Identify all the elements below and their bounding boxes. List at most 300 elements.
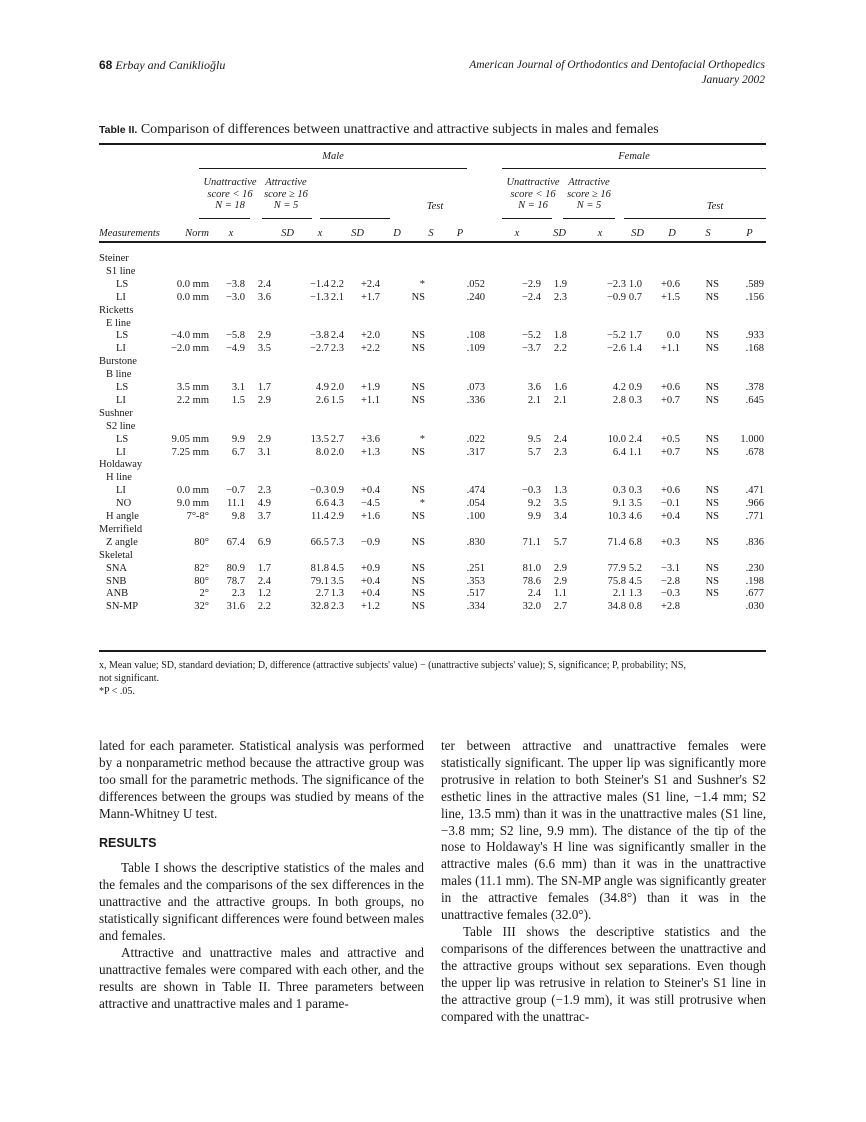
table-cell: −3.7 <box>521 343 541 355</box>
column-header: x <box>228 228 234 239</box>
subgroup-header-line: score < 16 <box>207 188 253 200</box>
table-cell: 6.9 <box>257 536 271 548</box>
row-norm: 3.5 mm <box>176 382 209 393</box>
column-header: P <box>456 228 464 239</box>
table-cell: −3.1 <box>660 562 680 574</box>
table-cell: NS <box>411 394 425 406</box>
female-group-header: Female <box>618 151 650 162</box>
table-cell: 5.7 <box>527 446 541 458</box>
table-cell: +0.6 <box>660 382 680 393</box>
table-cell: .168 <box>745 343 764 355</box>
column-header: SD <box>351 228 364 239</box>
table-cell: 0.9 <box>330 485 344 497</box>
male-test-header: Test <box>426 201 444 212</box>
table-cell: .336 <box>466 394 485 406</box>
table-cell: 81.0 <box>522 562 541 574</box>
table-cell: +0.4 <box>360 485 380 497</box>
table-cell: .678 <box>745 446 764 458</box>
table-cell: 3.6 <box>527 382 541 393</box>
table-cell: +2.4 <box>360 278 380 290</box>
table-cell: .771 <box>745 511 764 522</box>
table-cell: .334 <box>466 601 485 613</box>
table-cell: −2.4 <box>521 291 541 303</box>
table-cell: * <box>419 433 425 445</box>
table-cell: .517 <box>466 588 485 600</box>
table-cell: .966 <box>745 498 764 510</box>
row-measurement-label: SNA <box>106 562 128 574</box>
table-cell: +1.1 <box>660 343 680 355</box>
table-cell: +0.4 <box>660 511 680 522</box>
table-cell: 0.3 <box>628 485 642 497</box>
table-cell: +1.5 <box>660 291 680 303</box>
table-cell: +1.7 <box>360 291 380 303</box>
row-subgroup-label: B line <box>106 369 132 381</box>
table-cell: 2.6 <box>315 394 329 406</box>
table-cell: 1.4 <box>628 343 642 355</box>
table-cell: +2.8 <box>660 601 680 613</box>
column-header: x <box>597 228 603 239</box>
row-group-label: Burstone <box>99 356 137 368</box>
table-cell: .830 <box>466 536 485 548</box>
table-cell: NS <box>705 343 719 355</box>
table-cell: +0.7 <box>660 446 680 458</box>
table-cell: NS <box>705 433 719 445</box>
table-cell: 1.1 <box>553 588 567 600</box>
row-measurement-label: Z angle <box>106 536 138 548</box>
table-cell: .198 <box>745 575 764 587</box>
table-cell: 1.000 <box>740 433 764 445</box>
footnote-definitions: x, Mean value; SD, standard deviation; D, difference (attractive subjects' value) − (unattractive subjects' value); S, significance; P, probability; NS, <box>99 660 686 671</box>
table-cell: 1.7 <box>257 562 271 574</box>
row-measurement-label: LI <box>116 446 126 458</box>
table-cell: 32.0 <box>522 601 541 613</box>
table-cell: 1.5 <box>231 394 245 406</box>
header-right <box>469 58 765 88</box>
table-cell: 32.8 <box>310 601 329 613</box>
table-footnote <box>99 659 767 698</box>
table-cell: NS <box>411 291 425 303</box>
row-norm: −4.0 mm <box>170 330 209 342</box>
column-header: SD <box>631 228 644 239</box>
column-header: S <box>705 228 711 239</box>
table-cell: −0.9 <box>606 291 626 303</box>
table-cell: −3.8 <box>225 278 245 290</box>
table-cell: 3.1 <box>257 446 271 458</box>
table-cell: 67.4 <box>226 536 245 548</box>
paragraph: lated for each parameter. Statistical analysis was performed by a nonparametric method because the attractive group was too small for the parametric methods. The significance of the differences between the groups was studied by means of the Mann-Whitney U test. <box>99 738 424 821</box>
table-cell: +0.3 <box>660 536 680 548</box>
table-cell: NS <box>411 562 425 574</box>
table-cell: 75.8 <box>607 575 626 587</box>
table-cell: −2.9 <box>521 278 541 290</box>
row-group-label: Skeletal <box>99 549 133 561</box>
table-cell: 2.4 <box>330 330 344 342</box>
table-cell: 9.9 <box>527 511 541 522</box>
table-cell: 2.8 <box>612 394 626 406</box>
table-cell: NS <box>705 291 719 303</box>
table-cell: +2.2 <box>360 343 380 355</box>
paragraph: Table I shows the descriptive statistics of the males and the females and the comparisons of the sex differences in the unattractive and the attractive groups. In both groups, no statistically significant differences were found between males and females. <box>99 860 424 944</box>
table-cell: −2.8 <box>660 575 680 587</box>
table-cell: 2.4 <box>257 575 271 587</box>
male-span-rule <box>199 168 467 169</box>
table-cell: +2.0 <box>360 330 380 342</box>
table-cell: 9.2 <box>527 498 541 510</box>
table-cell: NS <box>705 382 719 393</box>
table-cell: 2.7 <box>553 601 567 613</box>
row-norm: 7.25 mm <box>171 446 209 458</box>
subgroup-rule <box>502 218 552 219</box>
subgroup-header-line: N = 5 <box>273 200 299 211</box>
row-measurement-label: LS <box>116 382 129 393</box>
table-cell: −1.4 <box>309 278 329 290</box>
table-cell: 2.1 <box>330 291 344 303</box>
table-cell: 10.0 <box>607 433 626 445</box>
subgroup-header-line: score < 16 <box>510 188 556 200</box>
row-subgroup-label: H line <box>106 472 132 484</box>
table-cell: 2.4 <box>257 278 271 290</box>
table-cell: .022 <box>466 433 485 445</box>
subgroup-header-line: Attractive <box>568 177 610 188</box>
table-cell: −4.9 <box>225 343 245 355</box>
table-cell: 4.3 <box>330 498 344 510</box>
section-heading-results: RESULTS <box>99 835 157 850</box>
table-cell: 13.5 <box>310 433 329 445</box>
table-cell: 1.3 <box>628 588 642 600</box>
table-cell: .073 <box>466 382 485 393</box>
row-subgroup-label: S1 line <box>106 265 136 277</box>
column-header: S <box>428 228 434 239</box>
table-cell: 2.2 <box>257 601 271 613</box>
row-measurement-label: ANB <box>106 588 129 600</box>
table-cell: NS <box>705 511 719 522</box>
row-norm: 0.0 mm <box>176 485 209 497</box>
table-cell: 2.3 <box>257 485 271 497</box>
table-cell: 11.1 <box>227 498 245 510</box>
table-cell: NS <box>705 278 719 290</box>
subgroup-header-line: Unattractive <box>203 177 257 188</box>
table-cell: NS <box>411 511 425 522</box>
table-cell: 2.3 <box>231 588 245 600</box>
table-cell: NS <box>411 382 425 393</box>
row-group-label: Ricketts <box>99 304 134 316</box>
table-cell: 2.2 <box>330 278 344 290</box>
table-title: Comparison of differences between unattractive and attractive subjects in males and females <box>140 122 659 137</box>
table-caption <box>99 122 659 138</box>
paragraph: Attractive and unattractive males and attractive and unattractive females were compared with each other, and the results are shown in Table II. Three parameters between attractive and unattractive males and 1 parame- <box>99 944 424 1011</box>
table-cell: −2.3 <box>606 278 626 290</box>
table-cell: 2.9 <box>257 394 271 406</box>
table-cell: NS <box>411 446 425 458</box>
column-header-rule <box>99 241 766 243</box>
subgroup-rule <box>320 218 390 219</box>
subgroup-rule <box>624 218 766 219</box>
table-cell: 1.5 <box>330 394 344 406</box>
footnote-significance: *P < .05. <box>99 686 135 697</box>
table-top-rule <box>99 143 766 145</box>
table-cell: +3.6 <box>360 433 380 445</box>
table-cell: 1.6 <box>553 382 567 393</box>
issue-date: January 2002 <box>701 74 765 86</box>
table-cell: .645 <box>745 394 764 406</box>
journal-name: American Journal of Orthodontics and Dentofacial Orthopedics <box>469 59 765 71</box>
row-norm: 82° <box>194 562 209 574</box>
row-measurement-label: H angle <box>106 511 139 522</box>
table-cell: 0.3 <box>628 394 642 406</box>
table-cell: 0.0 <box>666 330 680 342</box>
table-cell: 0.7 <box>628 291 642 303</box>
table-cell: 4.9 <box>257 498 271 510</box>
table-cell: 2.0 <box>330 382 344 393</box>
table-cell: .589 <box>745 278 764 290</box>
table-cell: .933 <box>745 330 764 342</box>
table-cell: 2.1 <box>527 394 541 406</box>
table-cell: .317 <box>466 446 485 458</box>
table-cell: 5.7 <box>553 536 567 548</box>
table-cell: 81.8 <box>310 562 329 574</box>
table-cell: 1.7 <box>257 382 271 393</box>
body-column-right <box>441 738 766 1025</box>
table-cell: 0.9 <box>628 382 642 393</box>
subgroup-header-line: N = 18 <box>215 200 245 211</box>
subgroup-rule <box>199 218 250 219</box>
table-cell: −2.7 <box>309 343 329 355</box>
table-cell: 9.8 <box>231 511 245 522</box>
table-cell: −5.2 <box>521 330 541 342</box>
table-cell: −5.2 <box>606 330 626 342</box>
table-cell: NS <box>411 485 425 497</box>
table-cell: 79.1 <box>310 575 329 587</box>
table-cell: 34.8 <box>607 601 626 613</box>
table-cell: 1.3 <box>330 588 344 600</box>
table-cell: NS <box>705 330 719 342</box>
table-cell: −3.0 <box>225 291 245 303</box>
table-cell: 3.6 <box>257 291 271 303</box>
column-header: D <box>668 228 676 239</box>
table-cell: NS <box>705 588 719 600</box>
table-cell: −0.1 <box>660 498 680 510</box>
row-norm: 2° <box>199 588 209 600</box>
table-cell: −1.3 <box>309 291 329 303</box>
table-cell: 77.9 <box>607 562 626 574</box>
table-cell: 2.1 <box>612 588 626 600</box>
table-cell: +1.2 <box>360 601 380 613</box>
table-cell: 9.5 <box>527 433 541 445</box>
table-cell: 2.4 <box>628 433 642 445</box>
row-measurement-label: SN-MP <box>106 601 139 613</box>
table-cell: 5.2 <box>628 562 642 574</box>
subgroup-header-line: score ≥ 16 <box>264 188 308 200</box>
table-cell: NS <box>705 562 719 574</box>
table-cell: .836 <box>745 536 764 548</box>
table-cell: 1.3 <box>553 485 567 497</box>
table-cell: 2.9 <box>257 433 271 445</box>
row-group-label: Holdaway <box>99 459 143 471</box>
table-cell: NS <box>705 498 719 510</box>
table-cell: −0.7 <box>225 485 245 497</box>
row-measurement-label: SNB <box>106 575 127 587</box>
table-cell: NS <box>411 588 425 600</box>
row-group-label: Steiner <box>99 253 129 264</box>
table-cell: 4.5 <box>628 575 642 587</box>
paragraph: ter between attractive and unattractive females were statistically significant. The upper lip was significantly more protrusive in relation to both Steiner's S1 and Sushner's S2 esthetic lines in the attractive males (S1 line, −1.4 mm; S2 line, 13.5 mm) than it was in the unattractive males (S1 line, −3.8 mm; S2 line, 9.9 mm). The distance of the tip of the nose to Holdaway's H line was significantly smaller in the attractive males (6.6 mm) than it was in the unattractive males (11.1 mm). The SN-MP angle was significantly greater in the attractive females (34.8°) than it was in the unattractive females (32.0°). <box>441 738 766 923</box>
table-cell: +1.9 <box>360 382 380 393</box>
table-cell: .677 <box>745 588 764 600</box>
table-cell: 2.3 <box>553 291 567 303</box>
table-cell: 2.9 <box>553 562 567 574</box>
table-cell: 3.5 <box>553 498 567 510</box>
row-norm: 0.0 mm <box>176 291 209 303</box>
table-cell: 3.5 <box>257 343 271 355</box>
table-cell: 3.5 <box>330 575 344 587</box>
column-header: D <box>393 228 401 239</box>
table-bottom-rule <box>99 650 766 652</box>
table-cell: 2.7 <box>330 433 344 445</box>
table-cell: NS <box>411 601 425 613</box>
table-cell: +0.7 <box>660 394 680 406</box>
table-cell: 2.9 <box>257 330 271 342</box>
row-group-label: Merrifield <box>99 523 143 535</box>
subgroup-rule <box>563 218 615 219</box>
table-cell: +1.6 <box>360 511 380 522</box>
row-norm: 0.0 mm <box>176 278 209 290</box>
table-cell: .109 <box>466 343 485 355</box>
subgroup-header-line: Attractive <box>265 177 307 188</box>
row-norm: 80° <box>194 575 209 587</box>
table-cell: +0.4 <box>360 575 380 587</box>
column-header: Norm <box>185 228 209 239</box>
table-cell: −2.6 <box>606 343 626 355</box>
row-norm: 2.2 mm <box>176 394 209 406</box>
table-cell: 9.1 <box>612 498 626 510</box>
column-header: SD <box>553 228 566 239</box>
column-header: SD <box>281 228 294 239</box>
table-cell: .030 <box>745 601 764 613</box>
row-measurement-label: LI <box>116 291 126 303</box>
subgroup-rule <box>262 218 312 219</box>
table-cell: 11.4 <box>311 511 329 522</box>
table-cell: NS <box>411 575 425 587</box>
table-cell: .052 <box>466 278 485 290</box>
table-cell: 6.6 <box>315 498 329 510</box>
row-norm: −2.0 mm <box>170 343 209 355</box>
table-cell: +1.3 <box>360 446 380 458</box>
table-cell: 10.3 <box>607 511 626 522</box>
column-header: x <box>317 228 323 239</box>
row-measurement-label: LI <box>116 343 126 355</box>
table-cell: 4.9 <box>315 382 329 393</box>
table-cell: 2.9 <box>553 575 567 587</box>
table-cell: 3.1 <box>231 382 245 393</box>
table-cell: −0.3 <box>660 588 680 600</box>
table-cell: 78.6 <box>522 575 541 587</box>
female-span-rule <box>502 168 766 169</box>
row-measurement-label: LI <box>116 485 126 497</box>
table-cell: .474 <box>466 485 485 497</box>
table-cell: 1.8 <box>553 330 567 342</box>
table-cell: 2.3 <box>330 601 344 613</box>
table-cell: 8.0 <box>315 446 329 458</box>
table-cell: 1.0 <box>628 278 642 290</box>
page-number: 68 <box>99 58 113 72</box>
table-cell: 4.5 <box>330 562 344 574</box>
table-cell: 71.4 <box>607 536 626 548</box>
table-cell: +0.9 <box>360 562 380 574</box>
table-cell: * <box>419 278 425 290</box>
table-cell: NS <box>705 394 719 406</box>
table-cell: +0.6 <box>660 485 680 497</box>
table-cell: 1.2 <box>257 588 271 600</box>
row-measurement-label: LS <box>116 433 129 445</box>
subgroup-header-line: Unattractive <box>506 177 560 188</box>
table-cell: 2.3 <box>553 446 567 458</box>
table-cell: 2.0 <box>330 446 344 458</box>
table-cell: +0.5 <box>660 433 680 445</box>
table-cell: 1.7 <box>628 330 642 342</box>
table-cell: 0.8 <box>628 601 642 613</box>
table-cell: +0.4 <box>360 588 380 600</box>
table-cell: .156 <box>745 291 764 303</box>
row-subgroup-label: E line <box>106 317 131 329</box>
row-norm: 80° <box>194 536 209 548</box>
table-cell: 78.7 <box>226 575 245 587</box>
female-test-header: Test <box>706 201 724 212</box>
table-cell: +1.1 <box>360 394 380 406</box>
table-cell: 4.6 <box>628 511 642 522</box>
table-cell: 80.9 <box>226 562 245 574</box>
table-cell: 31.6 <box>226 601 245 613</box>
table-cell: .471 <box>745 485 764 497</box>
table-cell: 2.4 <box>527 588 541 600</box>
table-cell: 2.1 <box>553 394 567 406</box>
table-cell: NS <box>705 485 719 497</box>
table-cell: 2.4 <box>553 433 567 445</box>
table-cell: +0.6 <box>660 278 680 290</box>
row-norm: 32° <box>194 601 209 613</box>
table-cell: 2.3 <box>330 343 344 355</box>
table-cell: 6.7 <box>231 446 245 458</box>
table-cell: 2.9 <box>330 511 344 522</box>
body-column-left <box>99 738 424 1013</box>
row-measurement-label: LI <box>116 394 126 406</box>
table-cell: 1.9 <box>553 278 567 290</box>
table-cell: NS <box>411 330 425 342</box>
subgroup-header-line: score ≥ 16 <box>567 188 611 200</box>
column-header: P <box>746 228 753 239</box>
table-cell: .251 <box>466 562 485 574</box>
table-cell: −3.8 <box>309 330 329 342</box>
row-norm: 7°-8° <box>186 511 209 522</box>
table-cell: NS <box>705 575 719 587</box>
row-measurement-label: LS <box>116 330 129 342</box>
table-cell: .378 <box>745 382 764 393</box>
table-cell: 6.8 <box>628 536 642 548</box>
table-cell: NS <box>705 446 719 458</box>
table-cell: NS <box>705 536 719 548</box>
table-cell: 2.2 <box>553 343 567 355</box>
table-cell: 6.4 <box>612 446 626 458</box>
row-norm: 9.05 mm <box>171 433 209 445</box>
column-header: x <box>514 228 520 239</box>
row-subgroup-label: S2 line <box>106 420 136 432</box>
row-norm: 9.0 mm <box>176 498 209 510</box>
table-cell: 7.3 <box>330 536 344 548</box>
table-cell: −4.5 <box>360 498 380 510</box>
table-cell: −5.8 <box>225 330 245 342</box>
table-cell: 1.1 <box>628 446 642 458</box>
table-cell: 0.3 <box>612 485 626 497</box>
row-measurement-label: NO <box>116 498 132 510</box>
